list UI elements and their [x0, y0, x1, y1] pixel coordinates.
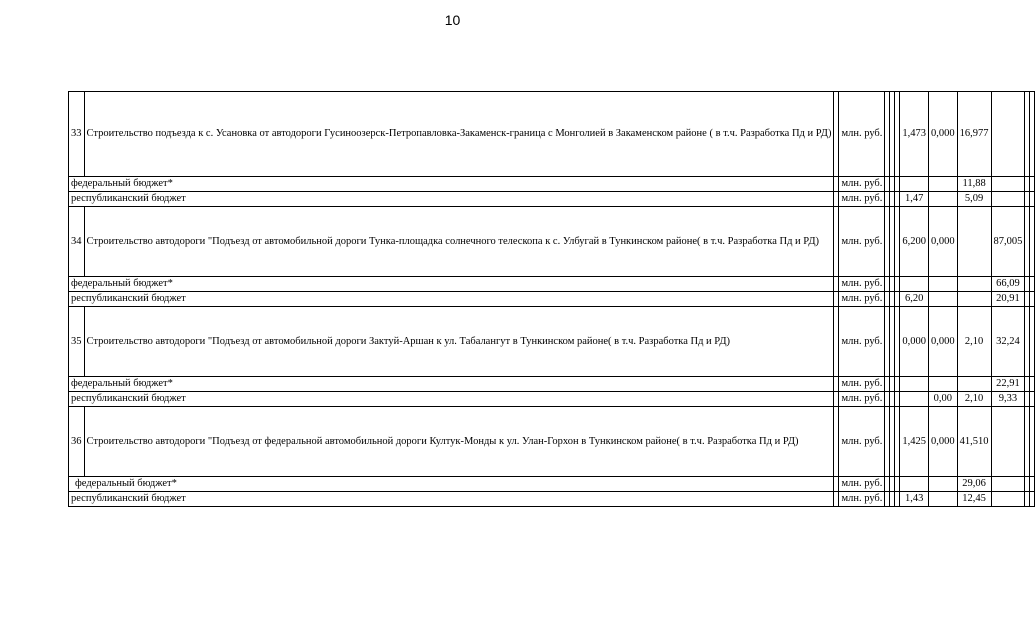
unit-label: млн. руб. [839, 492, 885, 507]
project-name: Строительство подъезда к с. Усановка от автодороги Гусиноозерск-Петропавловка-Закаменск-граница с Монголией в Закаменском районе ( в т.ч. Разработка Пд и РД) [84, 92, 834, 177]
budget-table [68, 91, 1035, 507]
page-number: 10 [444, 12, 461, 28]
value-cell: 11,88 [957, 177, 991, 192]
unit-label: млн. руб. [839, 207, 885, 277]
value-cell [1030, 177, 1035, 192]
budget-source-label: федеральный бюджет* [69, 477, 834, 492]
budget-row [69, 377, 1035, 392]
project-row [69, 207, 1035, 277]
budget-row [69, 392, 1035, 407]
value-cell: 9,33 [991, 392, 1025, 407]
value-cell [957, 377, 991, 392]
budget-source-label: федеральный бюджет* [69, 377, 834, 392]
value-cell [991, 177, 1025, 192]
project-name: Строительство автодороги "Подъезд от автомобильной дороги Тунка-площадка солнечного телескопа к с. Улбугай в Тункинском районе( в т.ч. Разработка Пд и РД) [84, 207, 834, 277]
unit-label: млн. руб. [839, 277, 885, 292]
project-name: Строительство автодороги "Подъезд от федеральной автомобильной дороги Култук-Монды к ул. Улан-Горхон в Тункинском районе( в т.ч. Разработка Пд и РД) [84, 407, 834, 477]
value-cell [1030, 277, 1035, 292]
unit-label: млн. руб. [839, 292, 885, 307]
project-number: 33 [69, 92, 85, 177]
value-cell [1030, 292, 1035, 307]
value-cell: 2,10 [957, 392, 991, 407]
value-cell: 12,45 [957, 492, 991, 507]
value-cell [900, 177, 929, 192]
value-cell [1030, 92, 1035, 177]
value-cell [991, 492, 1025, 507]
value-cell: 1,43 [900, 492, 929, 507]
value-cell: 29,06 [957, 477, 991, 492]
value-cell: 1,425 [900, 407, 929, 477]
value-cell [1030, 377, 1035, 392]
value-cell: 0,00 [929, 392, 958, 407]
budget-source-label: республиканский бюджет [69, 392, 834, 407]
unit-label: млн. руб. [839, 92, 885, 177]
budget-row [69, 292, 1035, 307]
value-cell [1030, 407, 1035, 477]
value-cell: 6,20 [900, 292, 929, 307]
project-row [69, 407, 1035, 477]
value-cell [1030, 477, 1035, 492]
project-number: 36 [69, 407, 85, 477]
budget-row [69, 192, 1035, 207]
value-cell [900, 477, 929, 492]
value-cell [929, 292, 958, 307]
value-cell [929, 192, 958, 207]
value-cell [1030, 392, 1035, 407]
value-cell: 41,510 [957, 407, 991, 477]
table-body [69, 92, 1035, 507]
budget-source-label: республиканский бюджет [69, 492, 834, 507]
value-cell: 0,000 [929, 207, 958, 277]
unit-label: млн. руб. [839, 477, 885, 492]
project-row [69, 307, 1035, 377]
value-cell [929, 277, 958, 292]
value-cell [991, 477, 1025, 492]
unit-label: млн. руб. [839, 177, 885, 192]
project-number: 35 [69, 307, 85, 377]
value-cell: 2,10 [957, 307, 991, 377]
value-cell [991, 407, 1025, 477]
budget-row [69, 492, 1035, 507]
value-cell [900, 277, 929, 292]
value-cell: 0,000 [900, 307, 929, 377]
value-cell: 66,09 [991, 277, 1025, 292]
value-cell [991, 92, 1025, 177]
project-number: 34 [69, 207, 85, 277]
project-row [69, 92, 1035, 177]
budget-source-label: республиканский бюджет [69, 292, 834, 307]
value-cell: 87,005 [991, 207, 1025, 277]
value-cell: 1,473 [900, 92, 929, 177]
value-cell [957, 292, 991, 307]
value-cell: 0,000 [929, 92, 958, 177]
value-cell: 32,24 [991, 307, 1025, 377]
value-cell: 5,09 [957, 192, 991, 207]
unit-label: млн. руб. [839, 392, 885, 407]
unit-label: млн. руб. [839, 192, 885, 207]
value-cell [1030, 492, 1035, 507]
budget-row [69, 277, 1035, 292]
value-cell [991, 192, 1025, 207]
unit-label: млн. руб. [839, 307, 885, 377]
value-cell [1030, 192, 1035, 207]
project-name: Строительство автодороги "Подъезд от автомобильной дороги Зактуй-Аршан к ул. Табалангут в Тункинском районе( в т.ч. Разработка Пд и РД) [84, 307, 834, 377]
value-cell [929, 177, 958, 192]
value-cell: 22,91 [991, 377, 1025, 392]
value-cell: 0,000 [929, 407, 958, 477]
value-cell [1030, 307, 1035, 377]
value-cell: 0,000 [929, 307, 958, 377]
value-cell [957, 207, 991, 277]
value-cell: 6,200 [900, 207, 929, 277]
value-cell: 16,977 [957, 92, 991, 177]
value-cell [900, 377, 929, 392]
value-cell: 20,91 [991, 292, 1025, 307]
value-cell [929, 492, 958, 507]
value-cell [957, 277, 991, 292]
budget-row [69, 477, 1035, 492]
value-cell [900, 392, 929, 407]
budget-source-label: федеральный бюджет* [69, 177, 834, 192]
budget-source-label: республиканский бюджет [69, 192, 834, 207]
budget-source-label: федеральный бюджет* [69, 277, 834, 292]
unit-label: млн. руб. [839, 407, 885, 477]
value-cell [929, 477, 958, 492]
value-cell [1030, 207, 1035, 277]
budget-row [69, 177, 1035, 192]
unit-label: млн. руб. [839, 377, 885, 392]
value-cell [929, 377, 958, 392]
value-cell: 1,47 [900, 192, 929, 207]
